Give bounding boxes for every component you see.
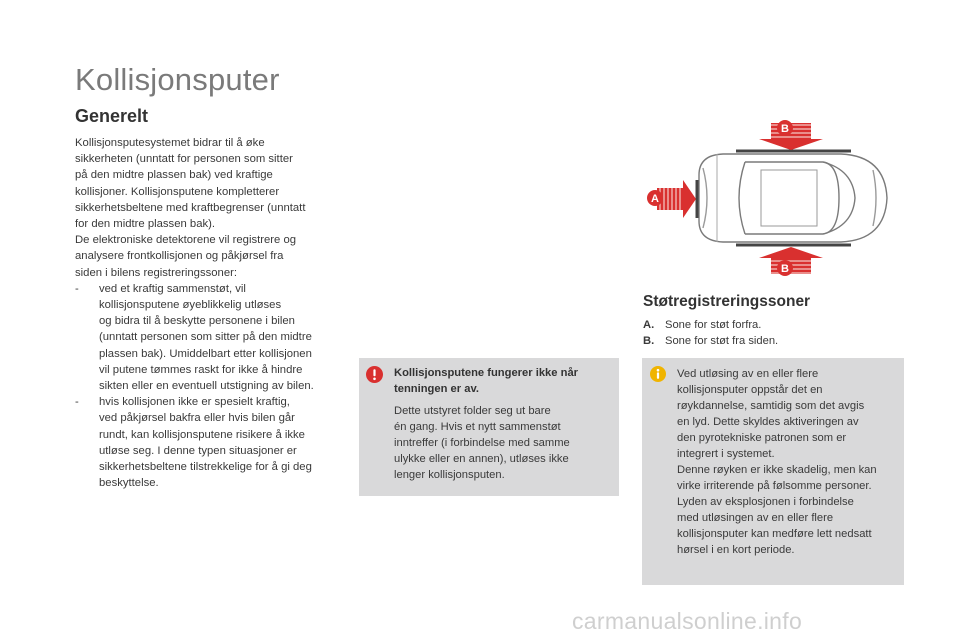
bullet-line: hvis kollisjonen ikke er spesielt kraftig, [99, 396, 290, 409]
exclamation-icon [366, 366, 383, 383]
zone-letter: A. [643, 319, 655, 331]
bullet-line: sikkerhetsbeltene tilstrekkelige for å gi deg [99, 461, 312, 474]
bullet-item [75, 281, 340, 394]
bullet-line: kollisjonsputene øyeblikkelig utløses [99, 299, 282, 312]
intro-line: De elektroniske detektorene vil registrere og [75, 234, 297, 247]
bullet-dash: - [75, 282, 79, 295]
info-line: den pyrotekniske patronen som er [677, 432, 847, 444]
bullet-line: plassen bak). Umiddelbart etter kollisjonen [99, 347, 312, 360]
intro-line: Kollisjonsputesystemet bidrar til å øke [75, 137, 265, 149]
car-outline [699, 154, 887, 242]
bullet-line: beskyttelse. [99, 477, 159, 490]
zone-item [643, 335, 778, 347]
warning-text-line: Dette utstyret folder seg ut bare [394, 405, 551, 417]
info-line: kollisjonsputer kan medføre lett nedsatt [677, 528, 872, 540]
bullet-line: utløse seg. I denne typen situasjoner er [99, 444, 297, 457]
page-title: Kollisjonsputer [75, 62, 280, 97]
warning-text-line: lenger kollisjonsputen. [394, 469, 505, 481]
info-line: integrert i systemet. [677, 448, 775, 460]
zone-text: Sone for støt forfra. [665, 319, 762, 331]
info-line: en lyd. Dette skyldes aktiveringen av [677, 416, 859, 428]
warning-title-line: Kollisjonsputene fungerer ikke når [394, 367, 579, 379]
bullet-line: og bidra til å beskytte personene i bilen [99, 315, 295, 328]
info-icon [650, 366, 666, 382]
intro-line: for den midtre plassen bak). [75, 218, 216, 231]
info-line: røykdannelse, samtidig som det avgis [677, 400, 865, 412]
bullet-dash: - [75, 396, 79, 409]
warning-text-line: ulykke eller en annen), utløses ikke [394, 453, 569, 465]
intro-line: kollisjoner. Kollisjonsputene kompletterer [75, 185, 280, 198]
crash-zone-diagram [641, 110, 903, 286]
section-title: Generelt [75, 106, 149, 126]
zones-title: Støtregistreringssoner [643, 293, 811, 310]
info-line: Ved utløsing av en eller flere [677, 368, 819, 380]
warning-text [394, 403, 609, 483]
label-b-top: B [781, 123, 789, 135]
warning-text-line: inntreffer (i forbindelse med samme [394, 437, 570, 449]
bullet-line: rundt, kan kollisjonsputene risikere å ikke [99, 428, 305, 441]
intro-line: på den midtre plassen bak) ved kraftige [75, 169, 273, 182]
warning-text-line: én gang. Hvis et nytt sammenstøt [394, 421, 561, 433]
body-text [75, 135, 340, 491]
bullet-item [75, 394, 340, 491]
bullet-line: sikten eller en eventuell utstigning av bilen. [99, 380, 314, 393]
watermark: carmanualsonline.info [572, 608, 803, 634]
info-line: Lyden av eksplosjonen i forbindelse [677, 496, 854, 508]
label-b-bottom: B [781, 263, 789, 275]
intro-line: analysere frontkollisjonen og påkjørsel fra [75, 250, 284, 263]
info-text [677, 366, 897, 558]
bullet-line: ved påkjørsel bakfra eller hvis bilen går [99, 412, 295, 425]
intro-line: sikkerhetsbeltene med kraftbegrenser (unntatt [75, 201, 306, 214]
info-line: med utløsingen av en eller flere [677, 512, 834, 524]
intro-line: siden i bilens registreringssoner: [75, 266, 238, 279]
zone-letter: B. [643, 335, 655, 347]
label-a: A [651, 193, 659, 205]
bullet-line: ved et kraftig sammenstøt, vil [99, 282, 246, 295]
info-line: Denne røyken er ikke skadelig, men kan [677, 464, 877, 476]
intro-line: sikkerheten (unntatt for personen som sitter [75, 153, 293, 166]
info-line: virke irriterende på følsomme personer. [677, 480, 872, 492]
zone-text: Sone for støt fra siden. [665, 335, 779, 347]
bullet-line: (unntatt personen som sitter på den midtre [99, 331, 312, 344]
warning-title [394, 366, 609, 397]
zone-item [643, 319, 761, 331]
bullet-line: vil putene tømmes raskt for ikke å hindre [99, 363, 303, 376]
info-line: hørsel i en kort periode. [677, 544, 795, 556]
warning-title-line: tenningen er av. [394, 382, 479, 395]
info-line: kollisjonsputer oppstår det en [677, 384, 823, 396]
